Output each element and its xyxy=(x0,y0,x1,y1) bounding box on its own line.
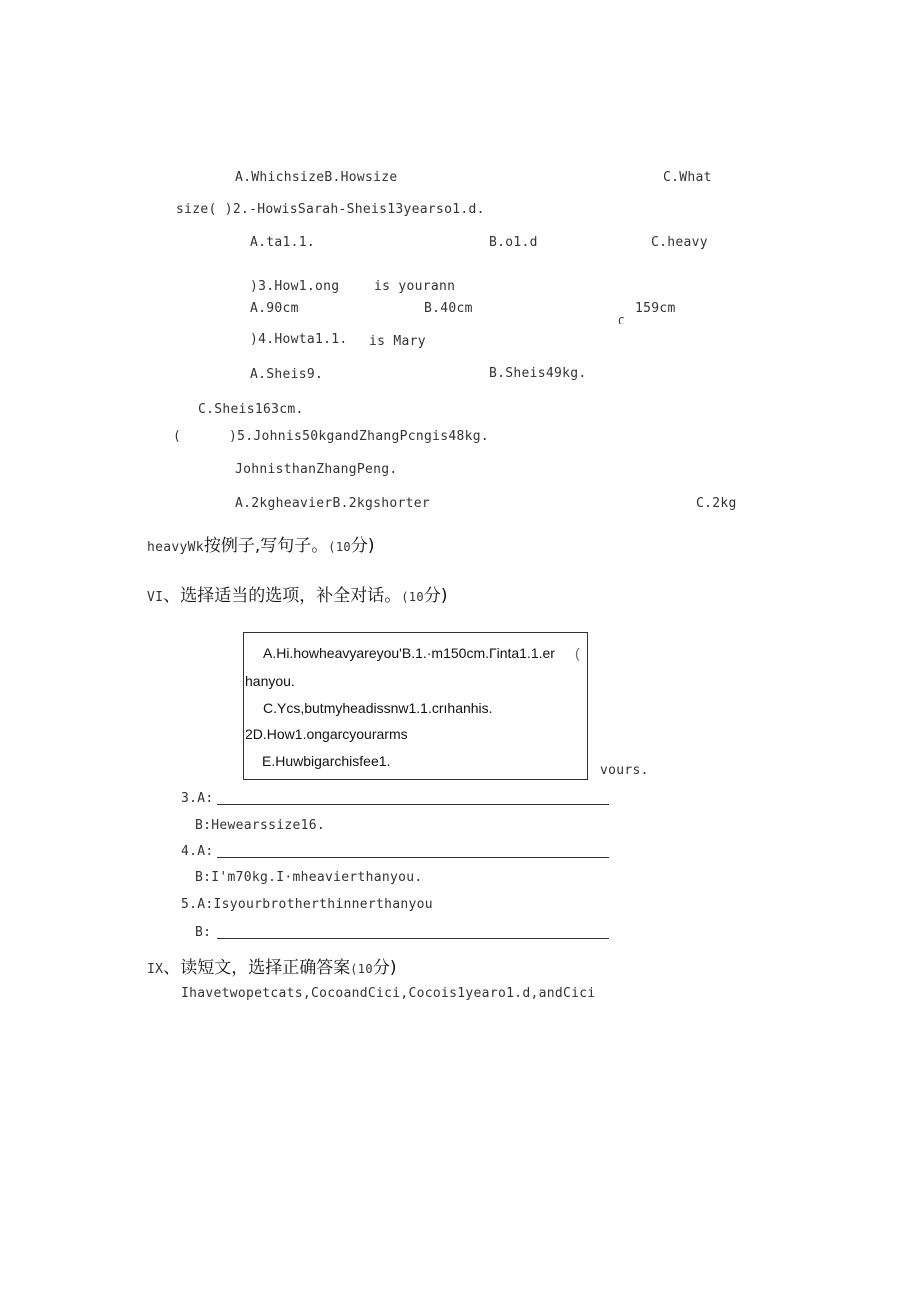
q5-option-c: C.2kg xyxy=(696,496,737,511)
section-heading-text: 按例子,写句子。 xyxy=(203,536,329,556)
section-ix-title: 、读短文，选择正确答案 xyxy=(163,958,351,978)
box-option-b-cont: hanyou. xyxy=(245,673,295,689)
q5-option-ab: A.2kgheavierB.2kgshorter xyxy=(235,496,431,511)
box-option-c: C.Ycs,butmyheadissnw1.1.crıhanhis. xyxy=(263,700,493,716)
q3-option-c: 159cm xyxy=(635,301,676,316)
answer-line-5[interactable] xyxy=(217,938,609,939)
q4-option-b: B.Sheis49kg. xyxy=(489,366,587,381)
q3-option-c-letter: C xyxy=(618,316,625,324)
section-vi-score-unit: 分) xyxy=(423,586,448,606)
box-option-e: E.Huwbigarchisfee1. xyxy=(262,753,391,769)
q2-option-b: B.o1.d xyxy=(489,235,538,250)
dialog-3-a: 3.A: xyxy=(181,791,214,806)
dialog-5-b: B: xyxy=(195,925,212,940)
section-score: (10 xyxy=(328,540,351,554)
reading-passage: Ihavetwopetcats,CocoandCici,Cocois1yearo1.d,andCici xyxy=(181,986,596,1001)
q3-stem: )3.How1.ong xyxy=(250,279,340,294)
q5-paren: ( xyxy=(173,429,182,444)
q3-stem-tail: is yourann xyxy=(374,279,456,294)
section-heading-latin: heavyWk xyxy=(147,540,204,555)
dialog-3-b: B:Hewearssize16. xyxy=(195,818,326,833)
q2-option-c: C.heavy xyxy=(651,235,708,250)
section-heading-vi xyxy=(147,581,447,606)
section-vi-number: VI xyxy=(147,590,164,605)
dialog-4-a: 4.A: xyxy=(181,844,214,859)
q1-option-continued: size( )2.-HowisSarah-Sheis13yearso1.d. xyxy=(176,202,485,217)
q1-option-c: C.What xyxy=(663,170,712,185)
q4-option-c: C.Sheis163cm. xyxy=(198,402,304,417)
q3-option-a: A.90cm xyxy=(250,301,299,316)
section-vi-title: 、选择适当的选项，补全对话。 xyxy=(163,586,402,606)
section-ix-score-unit: 分) xyxy=(372,958,397,978)
q5-stem: )5.Johnis50kgandZhangPcngis48kg. xyxy=(229,429,490,444)
q3-option-b: B.40cm xyxy=(424,301,473,316)
section-ix-number: IX xyxy=(147,962,164,977)
q5-blank-sentence: JohnisthanZhangPeng. xyxy=(235,462,398,477)
section-heading-ix xyxy=(147,953,396,978)
dialog-4-b: B:I'm70kg.I·mheavierthanyou. xyxy=(195,870,423,885)
box-option-d: 2D.How1.ongarcyourarms xyxy=(245,726,408,742)
q2-option-a: A.ta1.1. xyxy=(250,235,316,250)
box-overflow-text: vours. xyxy=(600,763,649,778)
answer-line-3[interactable] xyxy=(217,804,609,805)
q1-option-ab: A.WhichsizeB.Howsize xyxy=(235,170,398,185)
section-ix-score: (10 xyxy=(350,962,373,976)
options-box xyxy=(243,632,588,780)
section-score-unit: 分) xyxy=(350,536,375,556)
box-option-ab: A.Hi.howheavyareyou'B.1.·m150cm.Гinta1.1.er xyxy=(263,645,555,661)
dialog-5-a: 5.A:Isyourbrotherthinnerthanyou xyxy=(181,897,433,912)
section-vi-score: (10 xyxy=(401,590,424,604)
q4-stem-tail: is Mary xyxy=(369,334,426,349)
box-option-ab-tail: ( xyxy=(575,645,580,661)
q4-option-a: A.Sheis9. xyxy=(250,367,324,382)
section-heading-example xyxy=(147,531,375,556)
q4-stem: )4.Howta1.1. xyxy=(250,332,348,347)
answer-line-4[interactable] xyxy=(217,857,609,858)
